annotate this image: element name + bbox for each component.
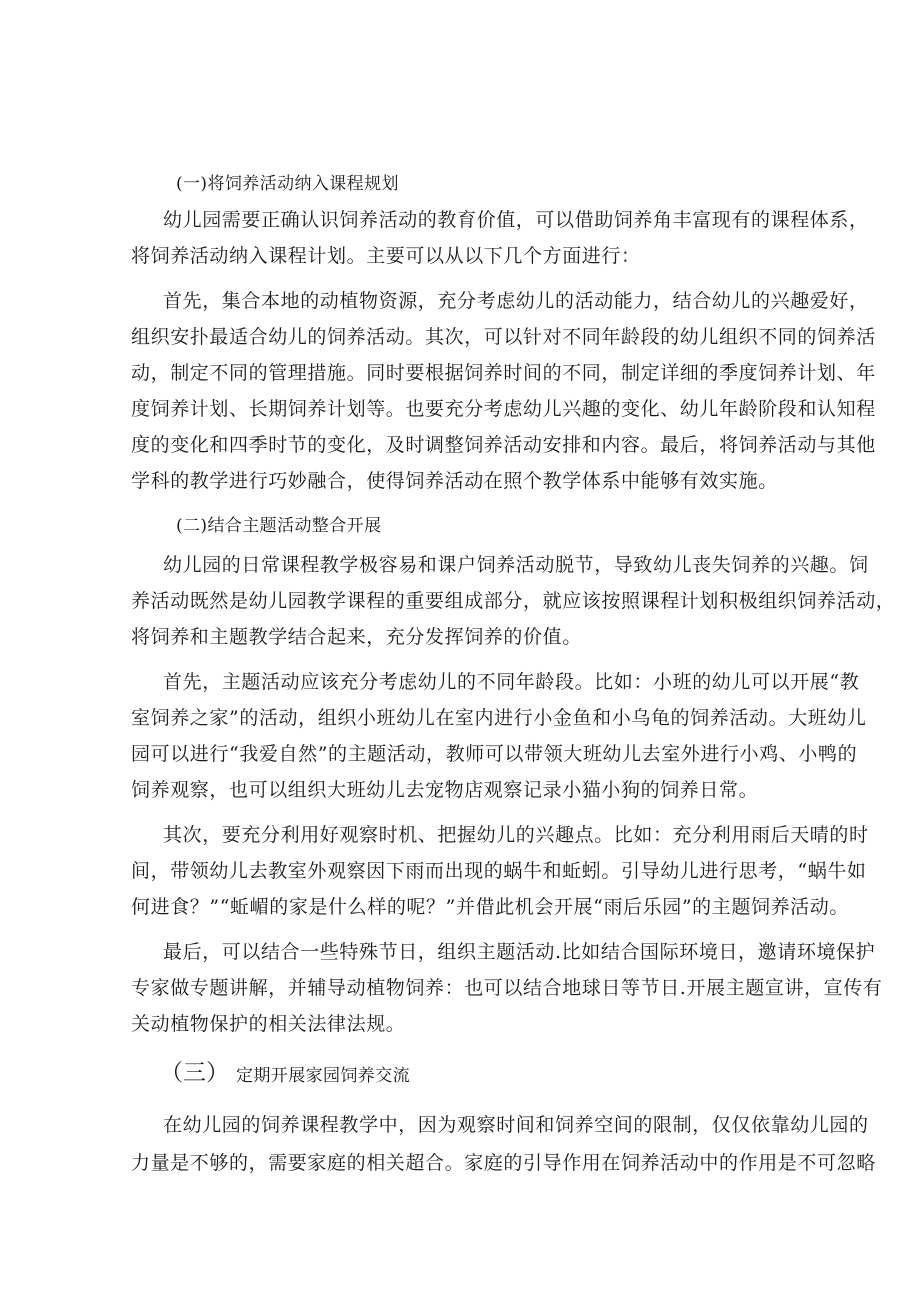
paragraph-line: 幼儿园的日常课程教学极容易和课户饲养活动脱节，导致幼儿丧失饲养的兴趣。饲 [163,554,869,576]
paragraph-line: 组织安扑最适合幼儿的饲养活动。其次，可以针对不同年龄段的幼儿组织不同的饲养活 [131,326,876,348]
section-heading-3-title: 定期开展家园饲养交流 [236,1066,410,1086]
paragraph-line: 饲养观察，也可以组织大班幼儿去宠物店观察记录小猫小狗的饲养日常。 [131,779,759,801]
section-heading-1: (一)将饲养活动纳入课程规划 [176,174,399,194]
paragraph-line: 在幼儿园的饲养课程教学中，因为观察时间和饲养空间的限制，仅仅依靠幼儿园的 [163,1114,869,1136]
paragraph-line: 养活动既然是幼儿园教学课程的重要组成部分，就应该按照课程计划积极组织饲养活动， [131,590,896,612]
paragraph-line: 度饲养计划、长期饲养计划等。也要充分考虑幼儿兴趣的变化、幼儿年龄阶段和认知程 [131,398,876,420]
paragraph-line: 何进食？”“蚯嵋的家是什么样的呢？”并借此机会开展“雨后乐园”的主题饲养活动。 [131,896,849,918]
paragraph-line: 将饲养和主题教学结合起来，充分发挥饲养的价值。 [131,626,582,648]
paragraph-line: 首先，集合本地的动植物资源，充分考虑幼儿的活动能力，结合幼儿的兴趣爱好， [163,290,869,312]
paragraph-line: 其次，要充分利用好观察时机、把握幼儿的兴趣点。比如：充分利用雨后天晴的时 [163,824,869,846]
paragraph-line: 间，带领幼儿去教室外观察因下雨而出现的蜗牛和蚯蚓。引导幼儿进行思考，“蜗牛如 [131,860,867,882]
section-heading-2: (二)结合主题活动整合开展 [176,516,382,536]
paragraph-line: 度的变化和四季时节的变化，及时调整饲养活动安排和内容。最后，将饲养活动与其他 [131,434,876,456]
paragraph-line: 最后，可以结合一些特殊节日，组织主题活动.比如结合国际环境日，邀请环境保护 [163,941,876,963]
paragraph-line: 室饲养之家”的活动，组织小班幼儿在室内进行小金鱼和小乌龟的饲养活动。大班幼儿 [131,707,867,729]
paragraph-line: 动，制定不同的管理措施。同时要根据饲养时间的不同，制定详细的季度饲养计划、年 [131,362,876,384]
paragraph-line: 首先，主题活动应该充分考虑幼儿的不同年龄段。比如：小班的幼儿可以开展“教 [163,671,860,693]
paragraph-line: 专家做专题讲解，并辅导动植物饲养：也可以结合地球日等节日.开展主题宣讲，宣传有 [131,977,883,999]
section-heading-3-number: （三） [160,1060,229,1086]
paragraph-line: 关动植物保护的相关法律法规。 [131,1013,406,1035]
paragraph-line: 幼儿园需要正确认识饲养活动的教育价值，可以借助饲养角丰富现有的课程体系， [163,209,869,231]
paragraph-line: 学科的教学进行巧妙融合，使得饲养活动在照个教学体系中能够有效实施。 [131,470,778,492]
paragraph-line: 园可以进行“我爱自然”的主题活动，教师可以带领大班幼儿去室外进行小鸡、小鸭的 [131,743,858,765]
paragraph-line: 将饲养活动纳入课程计划。主要可以从以下几个方面进行： [131,245,641,267]
paragraph-line: 力量是不够的，需要家庭的相关超合。家庭的引导作用在饲养活动中的作用是不可忽略 [131,1152,876,1174]
